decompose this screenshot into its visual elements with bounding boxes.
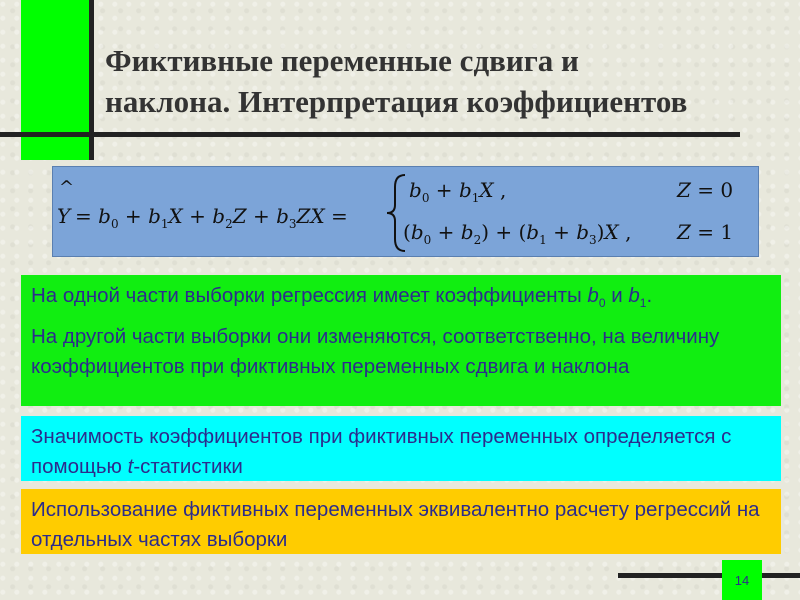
decorative-footer-line	[618, 573, 800, 578]
orange-text: Использование фиктивных переменных эквивалентно расчету регрессий на отдельных частях выборки	[31, 498, 760, 551]
page-number: 14	[722, 560, 762, 600]
title-line-1: Фиктивные переменные сдвига и	[105, 43, 579, 78]
decorative-horizontal-line	[0, 132, 740, 137]
green-b1-sub: 1	[639, 296, 647, 311]
formula-y: Y	[57, 204, 71, 228]
formula-case-2-cond: Z = 1	[677, 220, 734, 244]
formula-case-2: $(b_0 + b_2) + (b_1 + b_3)X$ ,	[403, 220, 632, 247]
cyan-text-b: -статистики	[133, 455, 243, 478]
orange-info-box	[21, 489, 781, 554]
green-b0-sub: 0	[598, 296, 606, 311]
formula-svg	[53, 167, 760, 258]
formula-main-rhs: = $b_0 + b_1X + b_2Z + b_3ZX$ =	[75, 204, 348, 231]
green-b1: b	[628, 284, 640, 307]
formula-case-1: $b_0 + b_1X$ ,	[409, 178, 507, 205]
green-b0: b	[587, 284, 599, 307]
slide-title	[105, 40, 785, 122]
formula-hat: ^	[59, 177, 75, 198]
cyan-text-a: Значимость коэффициентов при фиктивных переменных определяется с помощью	[31, 425, 732, 478]
formula-case-1-cond: Z = 0	[677, 178, 734, 202]
green-text-b: На другой части выборки они изменяются, соответственно, на величину коэффициентов при фиктивных переменных сдвига и наклона	[31, 325, 720, 379]
title-line-2: наклона. Интерпретация коэффициентов	[105, 84, 688, 119]
cyan-info-box	[21, 416, 781, 481]
green-info-box	[21, 275, 781, 406]
green-dot: .	[646, 284, 653, 307]
cyan-t: t	[127, 455, 134, 478]
formula-box	[52, 166, 759, 257]
green-text-a: На одной части выборки регрессия имеет коэффициенты	[31, 284, 588, 307]
green-and: и	[605, 284, 629, 307]
